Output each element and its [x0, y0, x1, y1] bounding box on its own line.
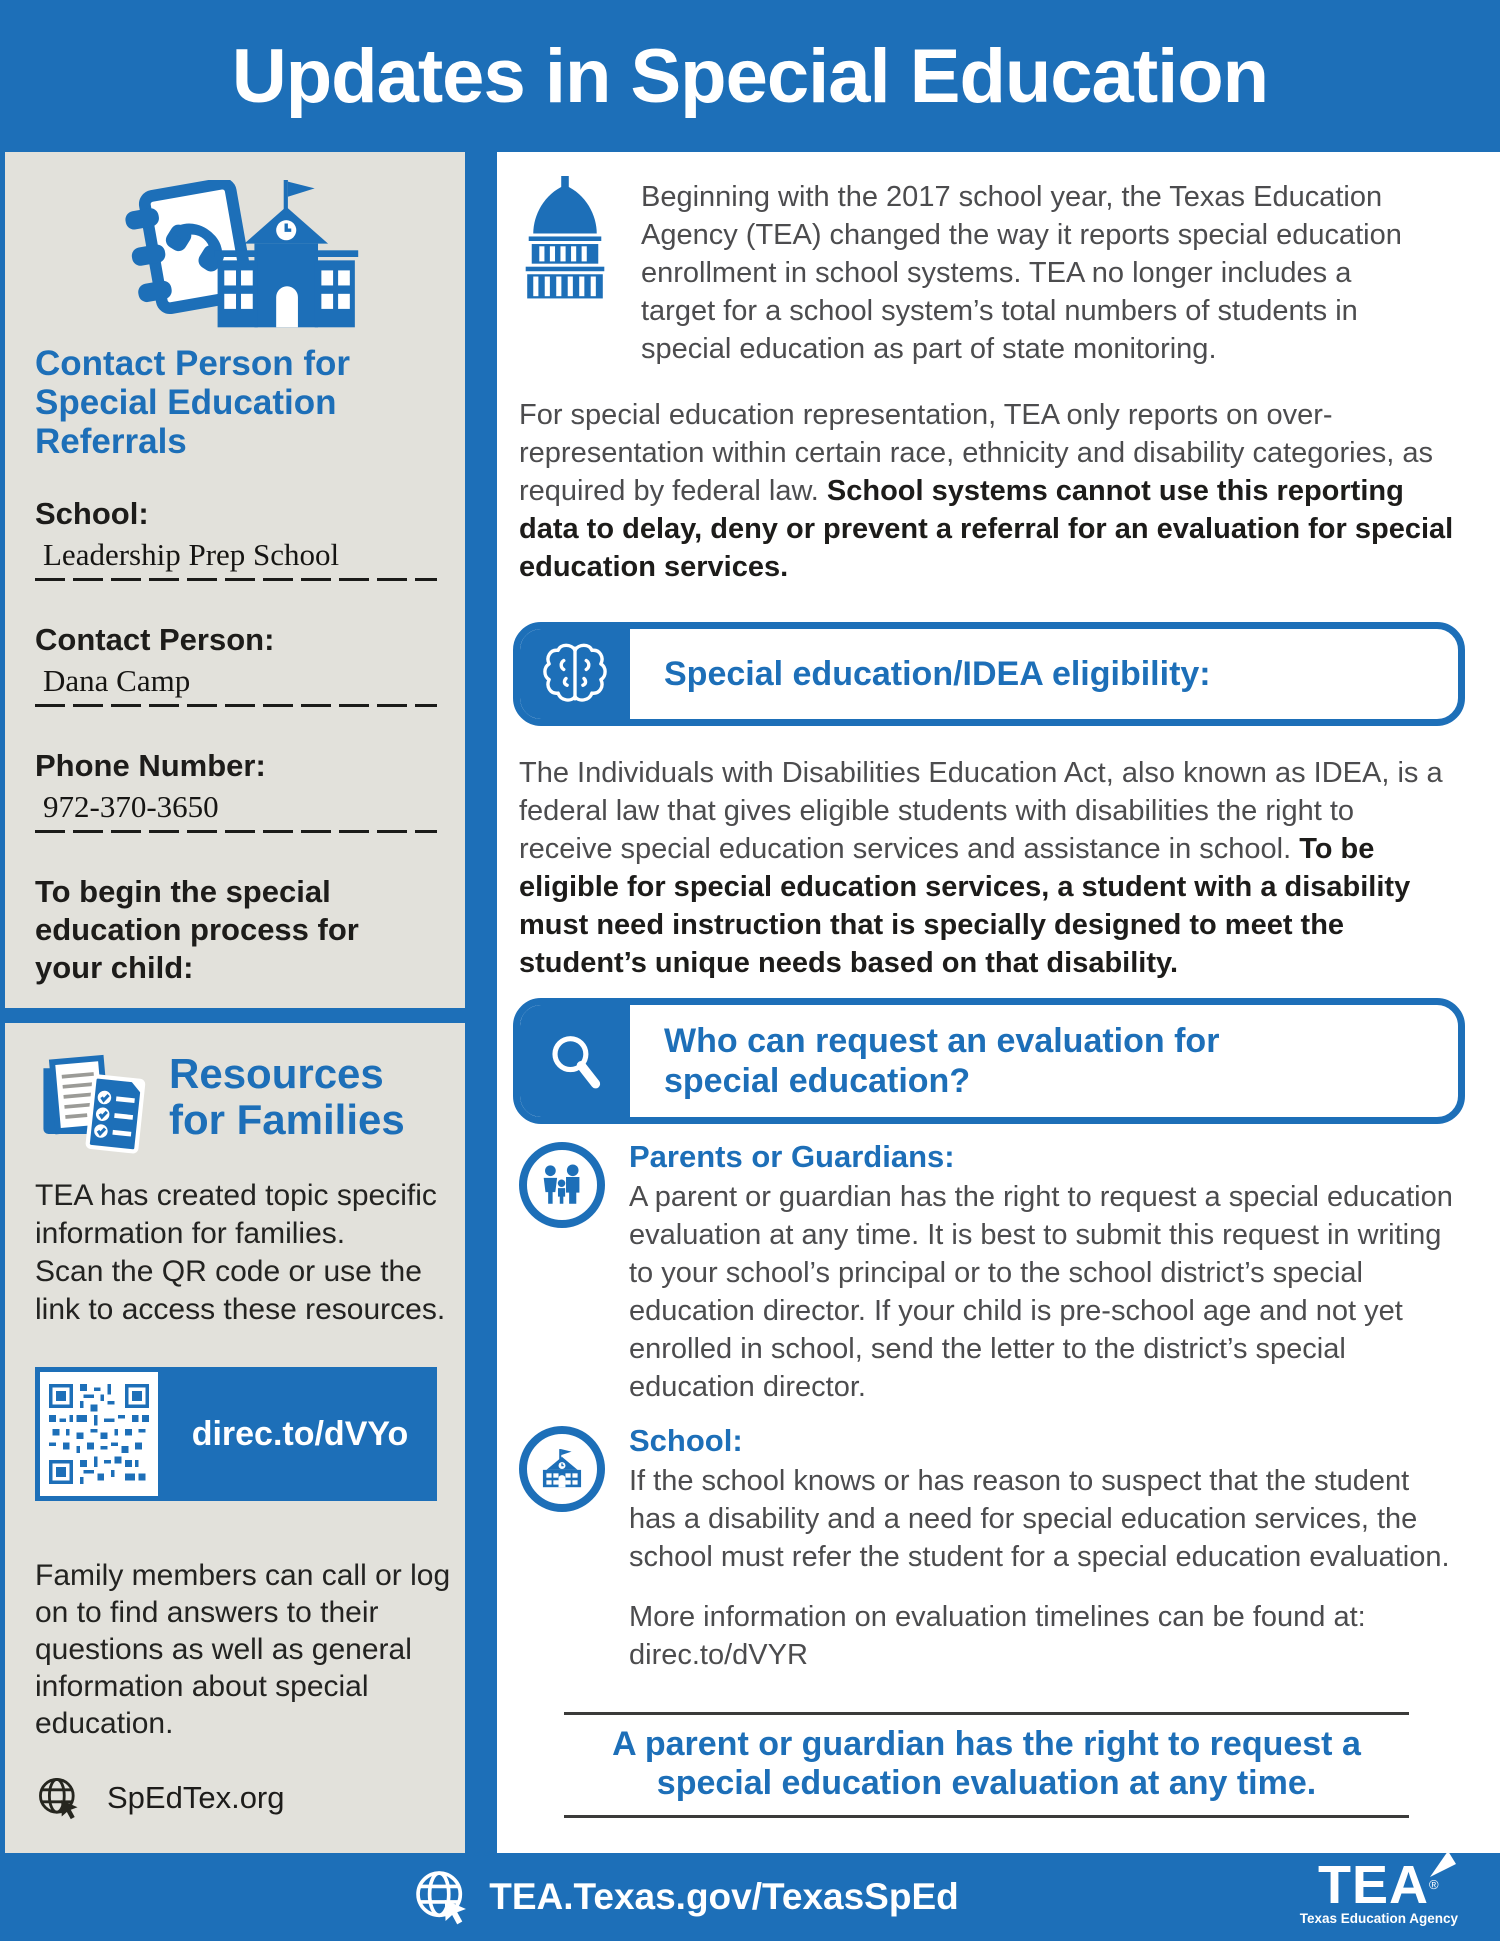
field-label: School: [35, 496, 149, 531]
fill-in-line [35, 578, 437, 581]
qr-code[interactable] [35, 1367, 163, 1501]
fill-in-line [35, 830, 437, 833]
contact-heading: Contact Person for Special Education Referrals [35, 344, 351, 461]
page-title: Updates in Special Education [231, 33, 1269, 119]
main-content [497, 152, 1500, 1853]
parents-item [513, 1138, 1460, 1406]
timeline-link[interactable]: direc.to/dVYR [629, 1639, 808, 1671]
resources-intro: TEA has created topic specific information for families. Scan the QR code or use the link to access these resources. [35, 1179, 446, 1326]
request-banner [513, 998, 1465, 1124]
idea-banner [513, 622, 1465, 726]
school-heading: School: [629, 1423, 743, 1458]
contact-section [5, 152, 465, 1008]
parents-icon [519, 1142, 605, 1228]
school-item [513, 1422, 1460, 1674]
website-row [35, 1774, 437, 1822]
resources-section [5, 1023, 465, 1900]
field-school [35, 495, 437, 581]
resources-note: Family members can call or log on to find answers to their questions as well as general information about special education. [35, 1559, 451, 1740]
school-paragraph: If the school knows or has reason to suspect that the student has a disability and a need for special education services, the school must refer the student for a special education evaluation. [629, 1465, 1450, 1573]
field-value: Dana Camp [43, 663, 191, 698]
tea-flag-icon [1428, 1851, 1456, 1877]
page-footer [0, 1853, 1500, 1941]
idea-banner-title: Special education/IDEA eligibility: [664, 655, 1211, 693]
field-label: Phone Number: [35, 748, 266, 783]
reporting-paragraph: For special education representation, TEA only reports on over-representation within certain race, ethnicity and disability categories, as required by federal law. School systems cannot use this reporting data to delay, deny or prevent a referral for an evaluation for special education services. [519, 399, 1454, 583]
idea-paragraph: The Individuals with Disabilities Education Act, also known as IDEA, is a federal law that gives eligible students with disabilities the right to receive special education services and assistance in school. To be eligible for special education services, a student with a disability must need instruction that is specially designed to meet the student’s unique needs based on that disability. [519, 757, 1443, 979]
intro-paragraph: Beginning with the 2017 school year, the Texas Education Agency (TEA) changed the way it reports special education enrollment in school systems. TEA no longer includes a target for a school system’s total numbers of students in special education as part of state monitoring. [641, 181, 1402, 365]
field-phone-number [35, 747, 437, 833]
tea-logo: TEA ® Texas Education Agency [1300, 1859, 1458, 1926]
request-banner-title: Who can request an evaluation for special education? [664, 1022, 1220, 1100]
brain-icon [520, 629, 630, 719]
contact-book-school-icon [106, 180, 366, 334]
fill-in-line [35, 704, 437, 707]
intro-section [513, 176, 1460, 368]
globe-cursor-icon [411, 1866, 473, 1928]
field-label: Contact Person: [35, 622, 275, 657]
field-begin-process [35, 873, 437, 1026]
documents-checklist-icon [35, 1043, 153, 1161]
parents-paragraph: A parent or guardian has the right to request a special education evaluation at any time. It is best to submit this request in writing to your school’s principal or to the school district’s special education director. If your child is pre-school age and not yet enrolled in school, send the letter to the district’s special education director. [629, 1181, 1453, 1403]
footer-website-link[interactable]: TEA.Texas.gov/TexasSpEd [489, 1876, 959, 1917]
page-header [0, 0, 1500, 152]
resources-heading: Resources for Families [169, 1050, 405, 1143]
parents-heading: Parents or Guardians: [629, 1139, 955, 1174]
pull-quote: A parent or guardian has the right to request a special education evaluation at any time. [564, 1712, 1409, 1818]
field-contact-person [35, 621, 437, 707]
sidebar [0, 152, 497, 1853]
more-info: More information on evaluation timelines can be found at: direc.to/dVYR [629, 1601, 1366, 1671]
search-icon [520, 1005, 630, 1117]
resources-link[interactable]: direc.to/dVYo [163, 1367, 437, 1501]
globe-cursor-icon [35, 1774, 83, 1822]
field-label: To begin the special education process for your child: [35, 874, 359, 985]
field-value: Leadership Prep School [43, 537, 340, 572]
schoolhouse-icon [519, 1426, 605, 1512]
website-link[interactable]: SpEdTex.org [107, 1780, 285, 1815]
capitol-icon [519, 176, 611, 306]
field-value: 972-370-3650 [43, 789, 219, 824]
